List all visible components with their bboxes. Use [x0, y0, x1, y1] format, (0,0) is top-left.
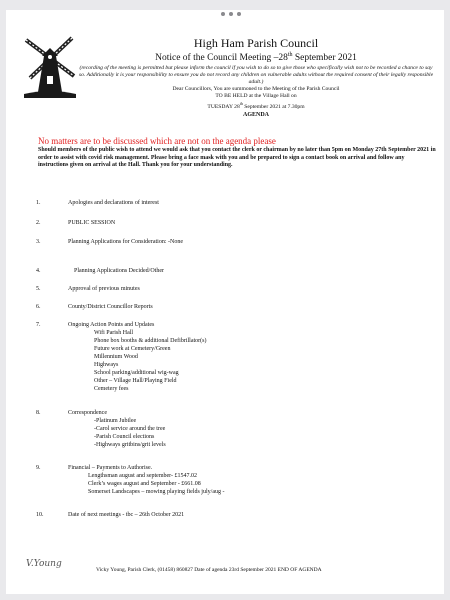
windmill-logo-icon: [22, 32, 78, 100]
grabber-handle[interactable]: [221, 12, 241, 16]
council-title: High Ham Parish Council: [193, 36, 319, 50]
sub-item: Millennium Wood: [94, 354, 138, 360]
sub-item: Highways: [94, 362, 119, 368]
sub-item: Other – Village Hall/Playing Field: [94, 378, 177, 384]
signature-icon: [24, 554, 64, 570]
sub-item: School parking/additional wig-wag: [94, 370, 179, 376]
sub-item: Future work at Cemetery/Green: [94, 346, 171, 352]
agenda-heading: AGENDA: [242, 112, 269, 119]
sub-item: -Highways gritbins/grit levels: [94, 442, 166, 448]
sub-item: Clerk’s wages august and September - £661.08: [88, 481, 201, 487]
sub-item: -Parish Council elections: [94, 434, 155, 440]
svg-text:V.Young: V.Young: [26, 559, 62, 569]
meeting-date-line: TUESDAY 28th September 2021 at 7.30pm: [207, 101, 305, 111]
meeting-notice-title: Notice of the Council Meeting –28th September 2021: [155, 52, 357, 64]
sub-item: Cemetery fees: [94, 386, 129, 392]
notice-header: [76, 36, 436, 119]
recording-note: (recording of the meeting is permitted but please inform the council if you wish to do so to give those who specifically wish not to be recorded a chance to say so. Additionally it is your responsibility to ensure you do not record any children on vulnerable adults without the required consent of their legally responsible adult.): [78, 65, 434, 86]
sub-item: Wifi Parish Hall: [94, 330, 134, 336]
sub-item: Lengthsman august and september- £1547.02: [88, 473, 198, 479]
sub-item: Phone box booths & additional Defibrillator(s): [94, 338, 207, 344]
venue-line: TO BE HELD at the Village Hall on: [215, 93, 297, 100]
agenda-warning: No matters are to be discussed which are not on the agenda please: [38, 136, 276, 146]
public-attendance-notice: Should members of the public wish to attend we would ask that you contact the clerk or chairman by no later than 5pm on Monday 27th September 2021 in order to assist with covid risk management. Please bring a face mask with you and be prepared to sign a contact book on arrival and follow any instructions given on arrival at the Hall. Thank you for your understanding.: [38, 147, 436, 168]
summons-line: Dear Councillors, You are summoned to the Meeting of the Parish Council: [172, 86, 340, 93]
sub-item: -Platinum Jubilee: [94, 418, 137, 424]
clerk-footer: Vicky Young, Parish Clerk, (01458) 860827 Date of agenda 23rd September 2021 END OF AGENDA: [96, 567, 322, 573]
document-page: High Ham Parish Council Notice of the Council Meeting –28th September 2021 (recording of the meeting is permitted but please inform the council if you wish to do so to give those who specifically wish not to be recorded a chance to say so. Additionally it is your responsibility to ensure you do not record any children on vulnerable adults without the required consent of their legally responsible adult.) Dear Councillors, You are summoned to the Meeting of the Parish Council TO BE HELD at the Village Hall on TUESDAY 28th September 2021 at 7.30pm AGENDA No matters are to be discussed which are not on the agenda please Should members of the public wish to attend we would ask that you contact the clerk or chairman by no later than 5pm on Monday 27th September 2021 in order to assist with covid risk management. Please bring a face mask with you and be prepared to sign a contact book on arrival and follow any instructions given on arrival at the Hall. Thank you for your understanding. 1. Apologies and declarations of interest 2. PUBLIC SESSION 3. Planning Applications for Consideration: -None 4. Planning Applications Decided/Other 5. Approval of previous minutes 6. County/District Councillor Reports 7. Ongoing Action Points and Updates Wifi Parish Hall Phone box booths & additional Defibrillator(s) Future work at Cemetery/Green Millennium Wood Highways School parking/additional wig-wag Other – Village Hall/Playing Field Cemetery fees 8. Correspondence -Platinum Jubilee -Carol service around the tree -Parish Council elections -Highways gritbins/grit levels 9. Financial – Payments to Authorise. Lengthsman august and september- £1547.02 Clerk’s wages august and September - £661.08 Somerset Landscapes – mowing playing fields july/aug - 10. Date of next meetings - tbc – 26th October 2021 V.Young Vicky Young, Parish Clerk, (01458) 860827 Date of agenda 23rd September 2021 END OF AGENDA: [6, 10, 444, 594]
sub-item: -Carol service around the tree: [94, 426, 166, 432]
sub-item: Somerset Landscapes – mowing playing fields july/aug -: [88, 489, 225, 495]
